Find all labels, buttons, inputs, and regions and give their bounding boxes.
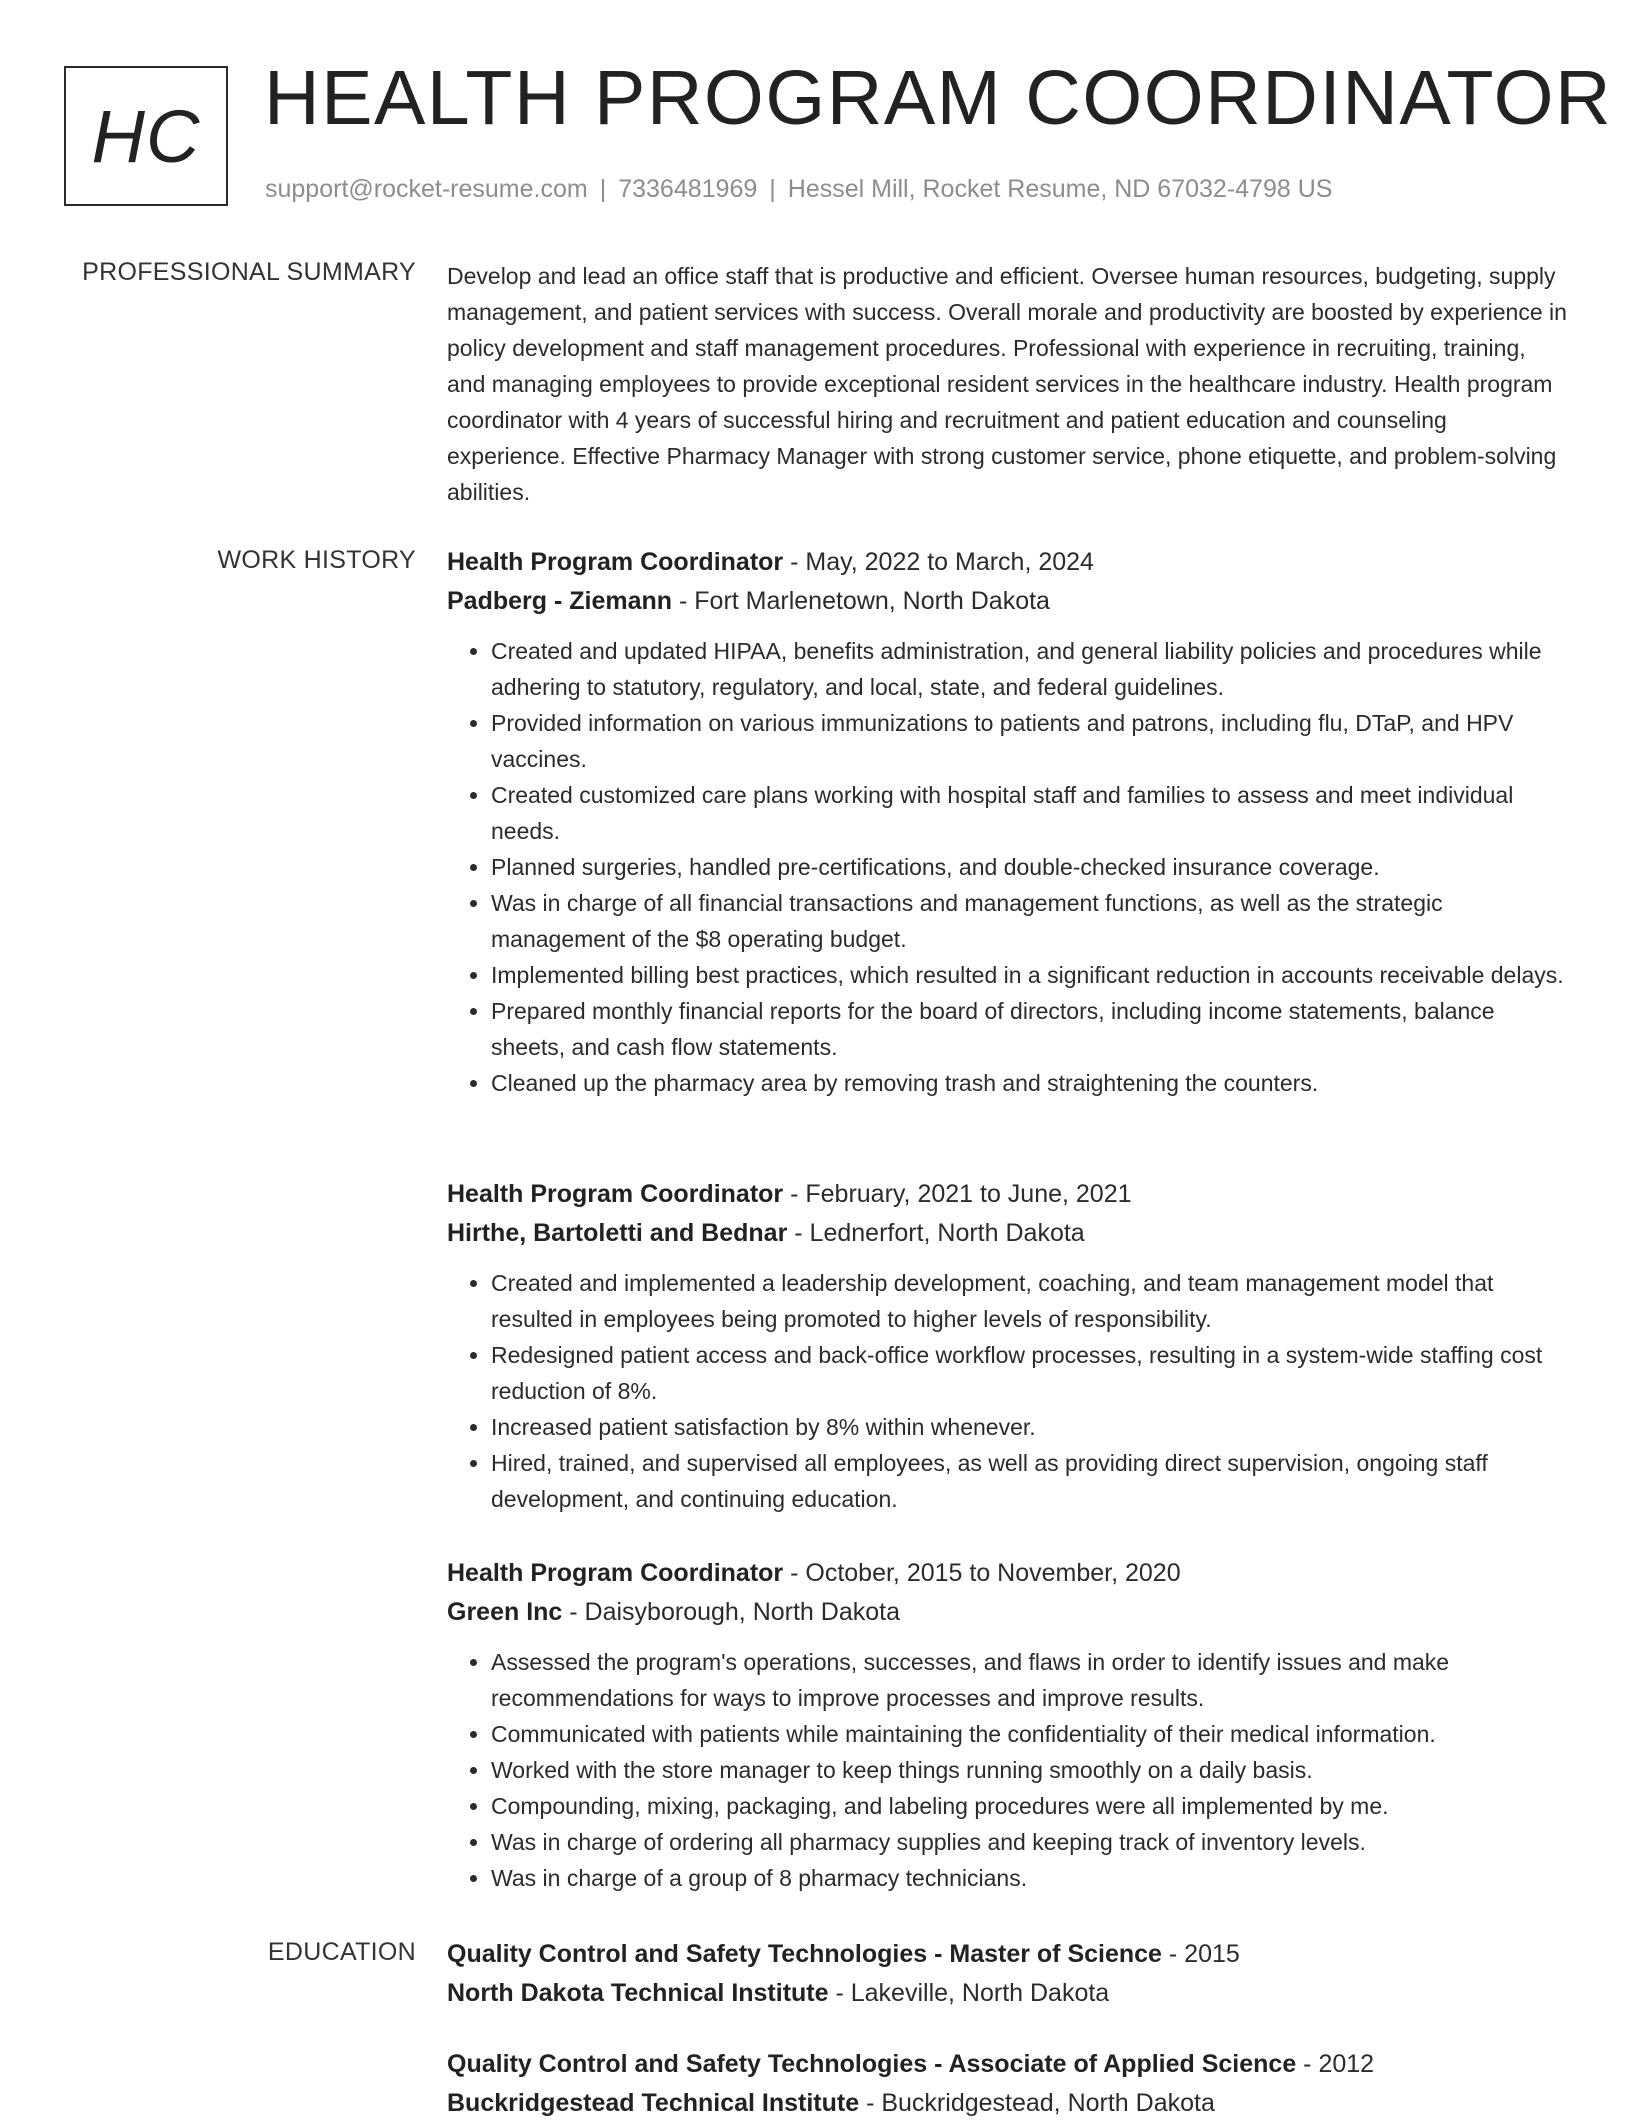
contact-line [265,175,1332,204]
education-school: North Dakota Technical Institute [447,1979,829,2007]
education-degree: Quality Control and Safety Technologies - Associate of Applied Science [447,2050,1297,2078]
contact-separator: | [769,175,776,203]
education-degree: Quality Control and Safety Technologies - Master of Science [447,1940,1162,1968]
contact-address: Hessel Mill, Rocket Resume, ND 67032-4798 US [787,175,1333,203]
section-label-work-history: WORK HISTORY [217,546,416,574]
summary-text: Develop and lead an office staff that is productive and efficient. Oversee human resources, budgeting, supply management, and patient services with success. Overall morale and productivity are boosted by experience in policy development and staff management procedures. Professional with experience in recruiting, training, and managing employees to provide exceptional resident services in the healthcare industry. Health program coordinator with 4 years of successful hiring and recruitment and patient education and counseling experience. Effective Pharmacy Manager with strong customer service, phone etiquette, and problem-solving abilities. [447,263,1567,505]
job-location: - Lednerfort, North Dakota [787,1219,1085,1247]
education-entry [447,1935,1569,2013]
job-bullet: • Redesigned patient access and back-office workflow processes, resulting in a system-wide staffing cost reduction of 8%. [491,1337,1569,1409]
job-bullet-list [447,1644,1569,1896]
job-company: Green Inc [447,1598,563,1626]
education-location: - Buckridgestead, North Dakota [859,2089,1215,2117]
monogram-box [64,66,228,206]
job-location: - Fort Marlenetown, North Dakota [672,587,1050,615]
job-bullet-list [447,633,1569,1101]
job-bullet: • Created customized care plans working with hospital staff and families to assess and meet individual needs. [491,777,1569,849]
job-entry [447,1175,1569,1517]
section-label-education: EDUCATION [267,1938,416,1966]
job-dates: - February, 2021 to June, 2021 [783,1180,1132,1208]
job-bullet: • Assessed the program's operations, successes, and flaws in order to identify issues and make recommendations for ways to improve processes and improve results. [491,1644,1569,1716]
job-company-line [447,582,1569,621]
education-degree-line [447,1935,1569,1974]
education-school-line [447,1974,1569,2013]
job-bullet: • Provided information on various immunizations to patients and patrons, including flu, DTaP, and HPV vaccines. [491,705,1569,777]
education-school: Buckridgestead Technical Institute [447,2089,860,2117]
education-year: - 2015 [1161,1940,1240,1968]
job-title: Health Program Coordinator [447,548,784,576]
education-school-line [447,2084,1569,2123]
job-bullet: • Compounding, mixing, packaging, and labeling procedures were all implemented by me. [491,1788,1569,1824]
job-company: Padberg - Ziemann [447,587,673,615]
education-entry [447,2045,1569,2123]
job-title: Health Program Coordinator [447,1180,784,1208]
contact-email[interactable]: support@rocket-resume.com [265,175,588,203]
job-bullet: • Prepared monthly financial reports for the board of directors, including income statements, balance sheets, and cash flow statements. [491,993,1569,1065]
summary-section [447,258,1569,510]
job-bullet: • Created and implemented a leadership development, coaching, and team management model that resulted in employees being promoted to higher levels of responsibility. [491,1265,1569,1337]
job-bullet: • Created and updated HIPAA, benefits administration, and general liability policies and procedures while adhering to statutory, regulatory, and local, state, and federal guidelines. [491,633,1569,705]
job-bullet: • Implemented billing best practices, which resulted in a significant reduction in accounts receivable delays. [491,957,1569,993]
job-title-line [447,1175,1569,1214]
job-entry [447,1554,1569,1896]
job-entry [447,543,1569,1101]
job-title-line [447,1554,1569,1593]
contact-phone[interactable]: 7336481969 [618,175,758,203]
job-bullet: • Was in charge of a group of 8 pharmacy technicians. [491,1860,1569,1896]
job-dates: - October, 2015 to November, 2020 [783,1559,1181,1587]
education-degree-line [447,2045,1569,2084]
job-title: Health Program Coordinator [447,1559,784,1587]
resume-title: HEALTH PROGRAM COORDINATOR [264,55,1613,141]
job-bullet: • Increased patient satisfaction by 8% within whenever. [491,1409,1569,1445]
job-bullet: • Planned surgeries, handled pre-certifications, and double-checked insurance coverage. [491,849,1569,885]
job-bullet: • Communicated with patients while maintaining the confidentiality of their medical information. [491,1716,1569,1752]
education-location: - Lakeville, North Dakota [828,1979,1110,2007]
job-bullet: • Cleaned up the pharmacy area by removing trash and straightening the counters. [491,1065,1569,1101]
job-bullet: • Was in charge of ordering all pharmacy supplies and keeping track of inventory levels. [491,1824,1569,1860]
education-year: - 2012 [1296,2050,1375,2078]
job-bullet: • Worked with the store manager to keep things running smoothly on a daily basis. [491,1752,1569,1788]
job-company-line [447,1214,1569,1253]
job-dates: - May, 2022 to March, 2024 [783,548,1094,576]
monogram-initials: HC [91,94,201,178]
job-company-line [447,1593,1569,1632]
job-company: Hirthe, Bartoletti and Bednar [447,1219,788,1247]
job-bullet-list [447,1265,1569,1517]
job-bullet: • Was in charge of all financial transactions and management functions, as well as the strategic management of the $8 operating budget. [491,885,1569,957]
job-location: - Daisyborough, North Dakota [562,1598,900,1626]
job-bullet: • Hired, trained, and supervised all employees, as well as providing direct supervision, ongoing staff development, and continuing education. [491,1445,1569,1517]
job-title-line [447,543,1569,582]
contact-separator: | [599,175,607,203]
section-label-summary: PROFESSIONAL SUMMARY [82,258,416,286]
